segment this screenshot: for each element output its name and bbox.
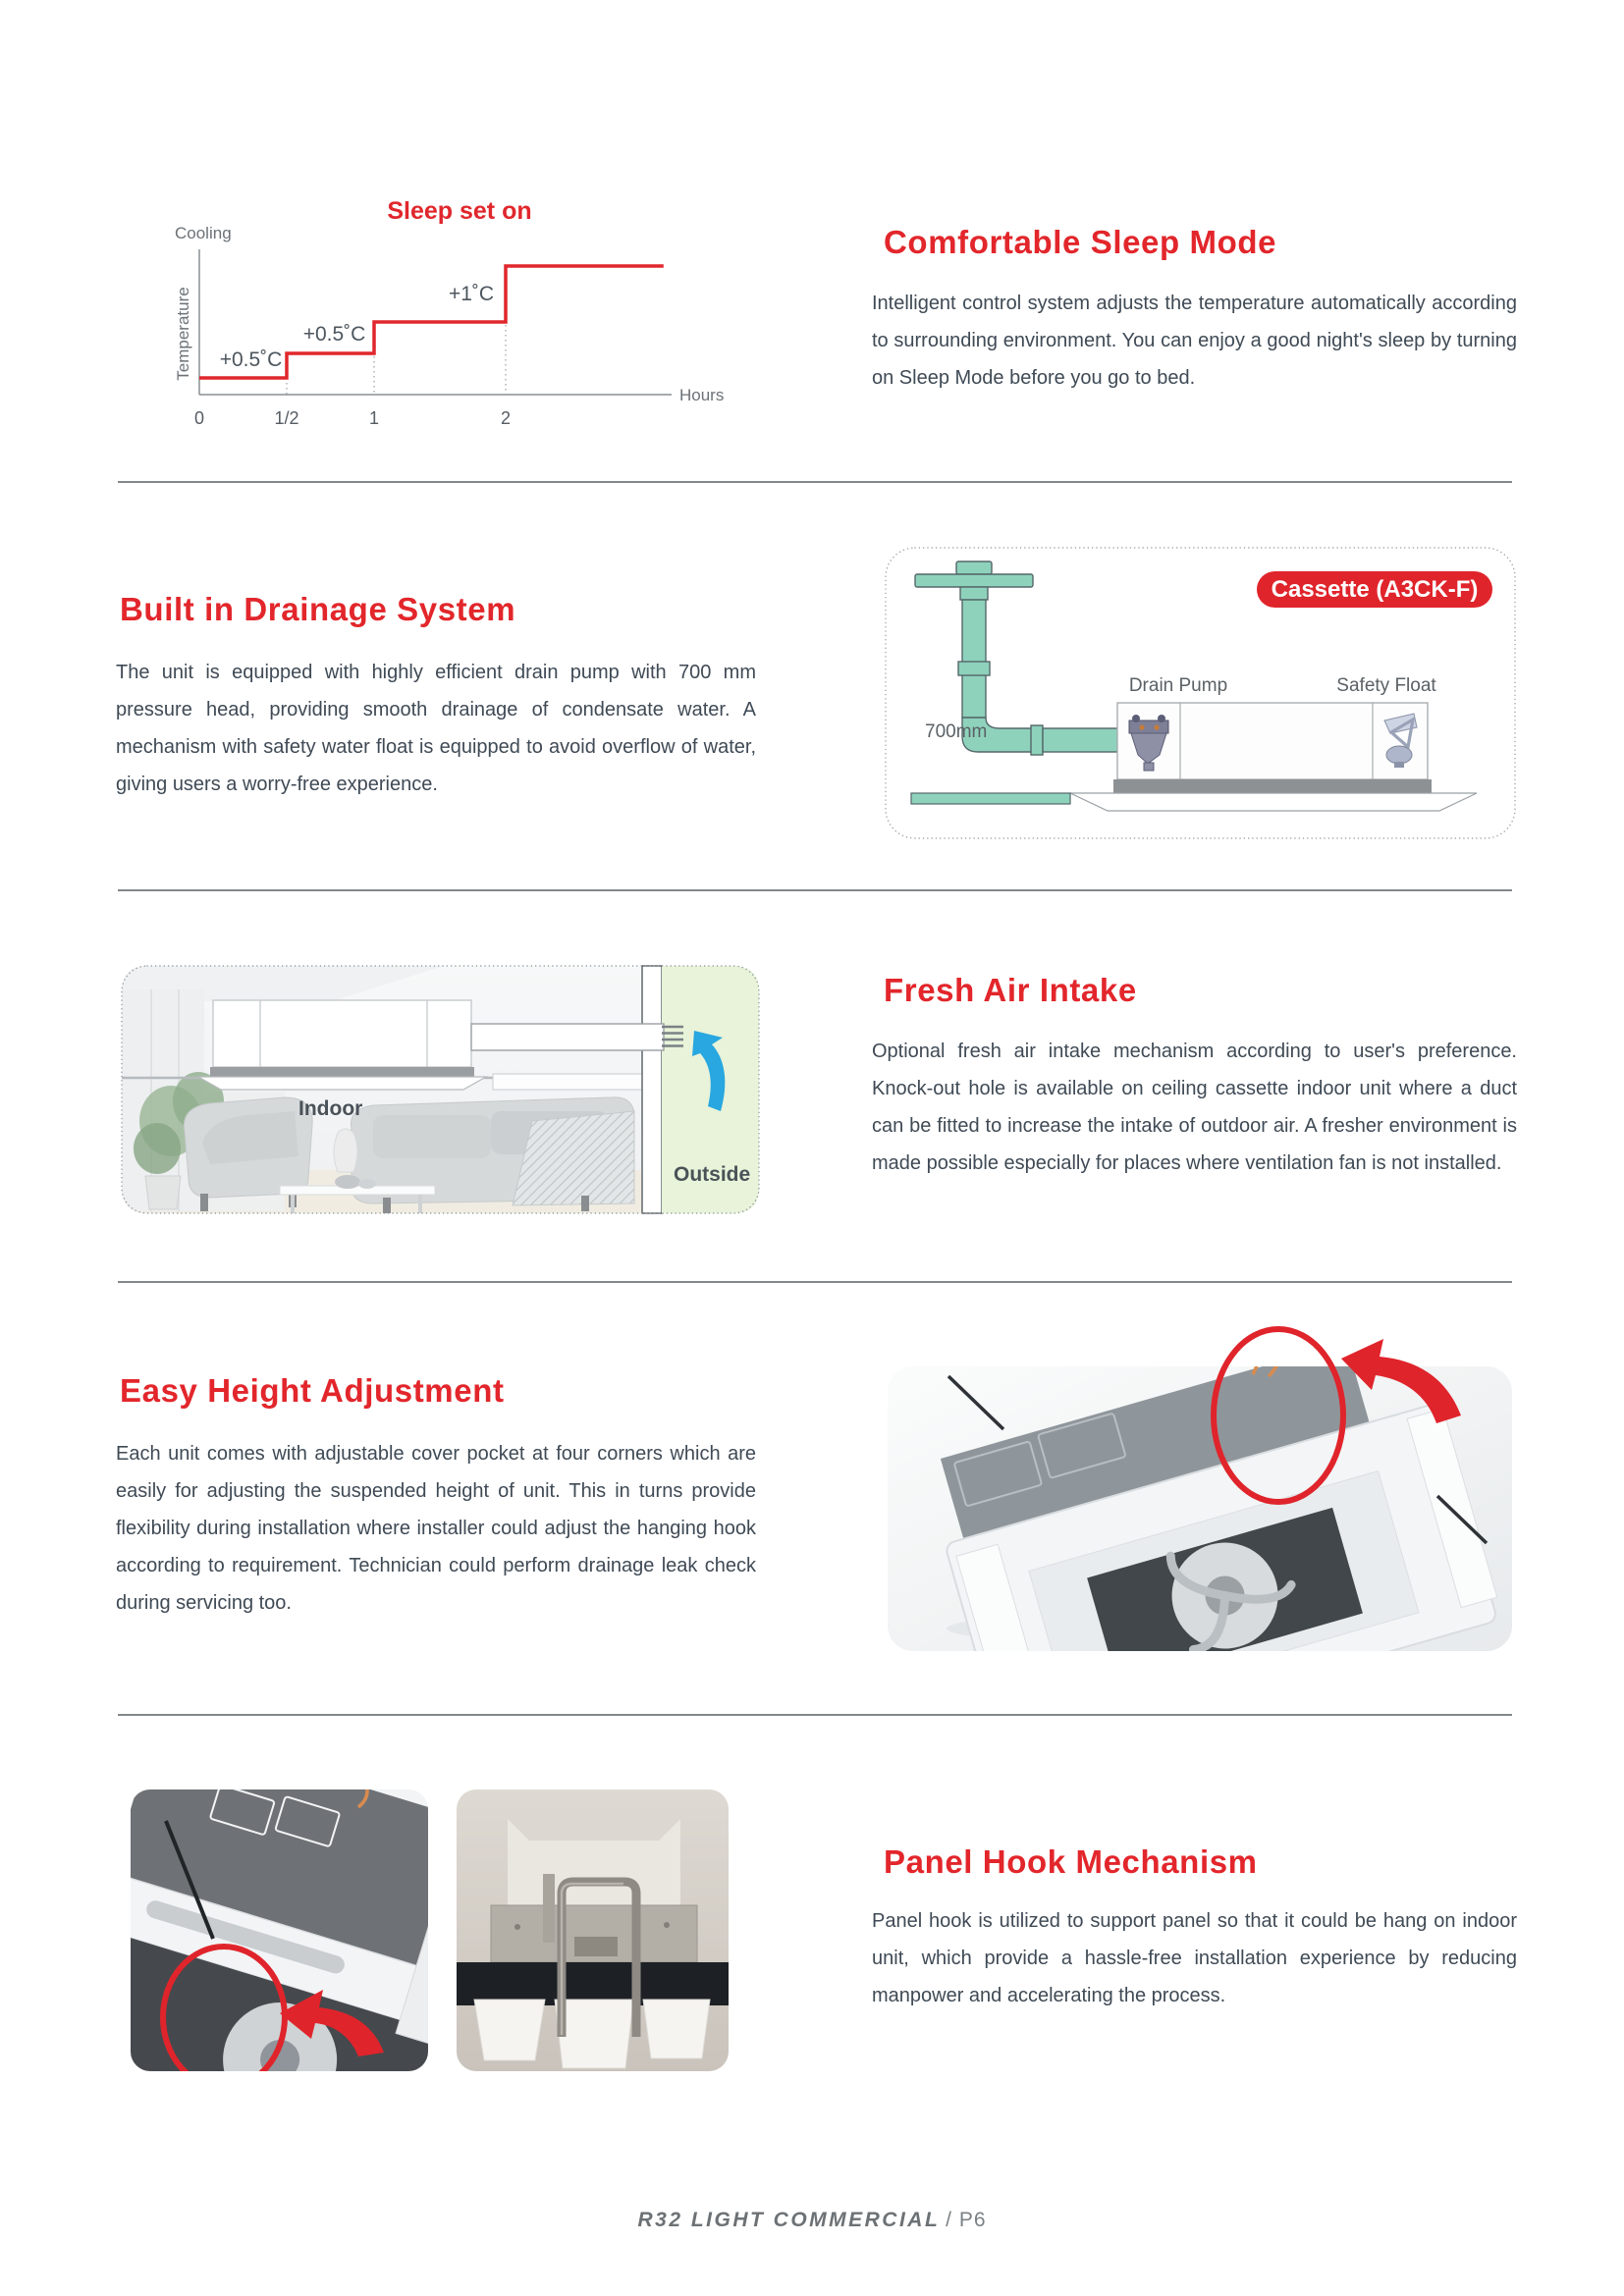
- fresh-air-duct: [471, 1024, 683, 1050]
- chart-x-tick: 0: [193, 408, 205, 428]
- panel-pieces: [474, 2000, 710, 2068]
- outside-label: Outside: [674, 1163, 751, 1186]
- drain-pump-label: Drain Pump: [1128, 675, 1228, 696]
- section-title-drainage: Built in Drainage System: [120, 591, 516, 627]
- chart-step-label: +0.5˚C: [302, 323, 366, 346]
- footer-page-number: P6: [958, 2209, 987, 2231]
- chart-title: Sleep set on: [387, 197, 532, 225]
- ceiling-cassette-unit: [198, 1000, 486, 1090]
- section-body-fresh-air: Optional fresh air intake mechanism according to user's preference. Knock-out hole is available on ceiling cassette indoor unit where a duct can be fitted to increase the intake of outdoor air. A fresher environment is made possible especially for places where ventilation fan is not installed.: [872, 1041, 1517, 1174]
- section-body-drainage: The unit is equipped with highly efficient drain pump with 700 mm pressure head, providing smooth drainage of condensate water. A mechanism with safety water float is equipped to avoid overflow of water, giving users a worry-free experience.: [116, 662, 756, 795]
- page-footer: [0, 2209, 1624, 2232]
- cassette-model-badge-label: Cassette (A3CK-F): [1271, 576, 1479, 603]
- chart-x-tick: 2: [500, 408, 512, 428]
- bracket-detail: [543, 1874, 555, 1943]
- chart-x-axis-label: Hours: [679, 386, 725, 404]
- unit-panel-outline: [1070, 793, 1477, 811]
- chart-step-label: +1˚C: [448, 283, 495, 305]
- safety-float-label: Safety Float: [1336, 675, 1436, 696]
- chart-step-label: +0.5˚C: [219, 348, 283, 371]
- section-title-panel-hook: Panel Hook Mechanism: [884, 1843, 1258, 1880]
- ceiling-strip: [911, 793, 1070, 804]
- panel-hook-photo-2: [457, 1789, 729, 2071]
- divider: [118, 889, 1512, 891]
- cassette-model-badge: [1257, 571, 1492, 608]
- section-body-sleep: Intelligent control system adjusts the temperature automatically according to surrounding environment. You can enjoy a good night's sleep by turning on Sleep Mode before you go to bed.: [872, 293, 1517, 389]
- section-body-height: Each unit comes with adjustable cover pocket at four corners which are easily for adjusting the suspended height of unit. This in turns provide flexibility during installation where installer could adjust the hanging hook according to requirement. Technician could perform drainage leak check during servicing too.: [116, 1443, 756, 1614]
- section-title-sleep: Comfortable Sleep Mode: [884, 224, 1277, 260]
- panel-hook-photo-1: [131, 1789, 428, 2071]
- shadow-gap: [457, 1962, 729, 2005]
- chart-x-tick: 1/2: [274, 408, 299, 428]
- indoor-label: Indoor: [298, 1097, 363, 1120]
- fresh-air-illustration: [120, 964, 761, 1217]
- exterior-wall: [642, 966, 662, 1213]
- section-title-fresh-air: Fresh Air Intake: [884, 972, 1137, 1008]
- cassette-corner-render: [131, 1789, 428, 2071]
- height-adjustment-photo: [888, 1319, 1512, 1653]
- divider: [118, 481, 1512, 483]
- chart-y-axis-label: Temperature: [174, 287, 192, 381]
- unit-bottom-strip: [1113, 779, 1432, 793]
- footer-separator: / P6: [946, 2209, 987, 2231]
- sofa: [351, 1097, 634, 1213]
- divider: [118, 1281, 1512, 1283]
- chart-context-label: Cooling: [175, 224, 232, 242]
- section-body-panel-hook: Panel hook is utilized to support panel so that it could be hang on indoor unit, which provide a hassle-free installation experience by reducing manpower and accelerating the process.: [872, 1910, 1517, 2006]
- drainage-diagram: [884, 546, 1517, 840]
- pipe-height-label: 700mm: [925, 721, 988, 742]
- sleep-mode-chart: [165, 187, 774, 454]
- section-title-height: Easy Height Adjustment: [120, 1372, 505, 1409]
- divider: [118, 1714, 1512, 1716]
- footer-brand: R32 LIGHT COMMERCIAL: [637, 2209, 941, 2231]
- chart-plot-area: [194, 266, 664, 428]
- chart-x-tick: 1: [368, 408, 380, 428]
- latch-detail: [574, 1937, 618, 1956]
